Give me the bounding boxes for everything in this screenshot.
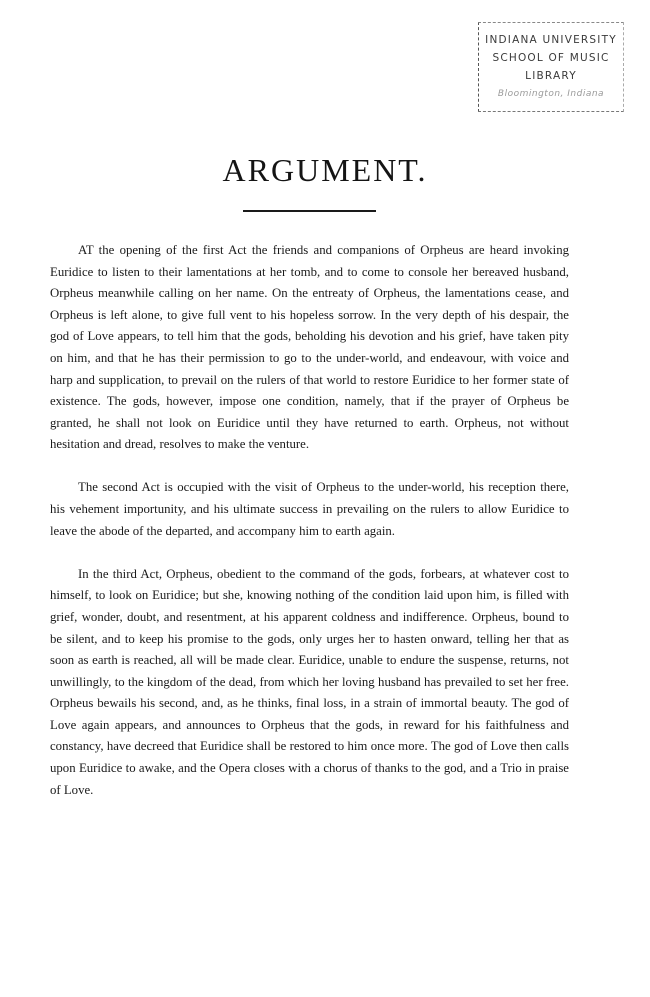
- paragraph-first-act: AT the opening of the first Act the friends and companions of Orpheus are heard invoking Euridice to listen to their lamentations at her tomb, and to come to console her bereaved husband, Orpheus meanwhile calling on her name. On the entreaty of Orpheus, the lamentations cease, and Orpheus is left alone, to give full vent to his hopeless sorrow. In the very depth of his despair, the god of Love appears, to tell him that the gods, beholding his devotion and his grief, have taken pity on him, and that he has their permission to go to the under-world, and endeavour, with voice and harp and supplication, to prevail on the rulers of that world to restore Euridice to her former state of existence. The gods, however, impose one condition, namely, that if the prayer of Orpheus be granted, he shall not look on Euridice until they have returned to earth. Orpheus, not without hesitation and dread, resolves to make the venture.: [50, 243, 569, 452]
- page-title: ARGUMENT.: [222, 152, 428, 188]
- argument-text: [50, 240, 569, 823]
- stamp-line-location: Bloomington, Indiana: [497, 89, 605, 99]
- library-stamp: [478, 22, 624, 112]
- stamp-line-school: SCHOOL OF MUSIC: [492, 52, 610, 64]
- paragraph-third-act: In the third Act, Orpheus, obedient to the command of the gods, forbears, at whatever cost to himself, to look on Euridice; but she, knowing nothing of the condition laid upon him, is filled with grief, wonder, doubt, and resentment, at his apparent coldness and indifference. Orpheus, bound to be silent, and to keep his promise to the gods, only urges her to hasten onward, telling her that as soon as earth is reached, all will be made clear. Euridice, unable to endure the suspense, returns, not unwillingly, to the kingdom of the dead, from which her loving husband has prevailed to set her free. Orpheus bewails his second, and, as he thinks, final loss, in a strain of immortal beauty. The god of Love again appears, and announces to Orpheus that the gods, in reward for his faithfulness and constancy, have decreed that Euridice shall be restored to him once more. The god of Love then calls upon Euridice to awake, and the Opera closes with a chorus of thanks to the god, and a Trio in praise of Love.: [50, 566, 569, 797]
- paragraph-second-act: The second Act is occupied with the visit of Orpheus to the under-world, his reception there, his vehement importunity, and his ultimate success in prevailing on the rulers to allow Euridice to leave the abode of the departed, and accompany him to earth again.: [50, 480, 569, 538]
- stamp-line-institution: INDIANA UNIVERSITY: [485, 34, 617, 46]
- title-rule: [243, 210, 376, 212]
- stamp-line-library: LIBRARY: [525, 70, 577, 82]
